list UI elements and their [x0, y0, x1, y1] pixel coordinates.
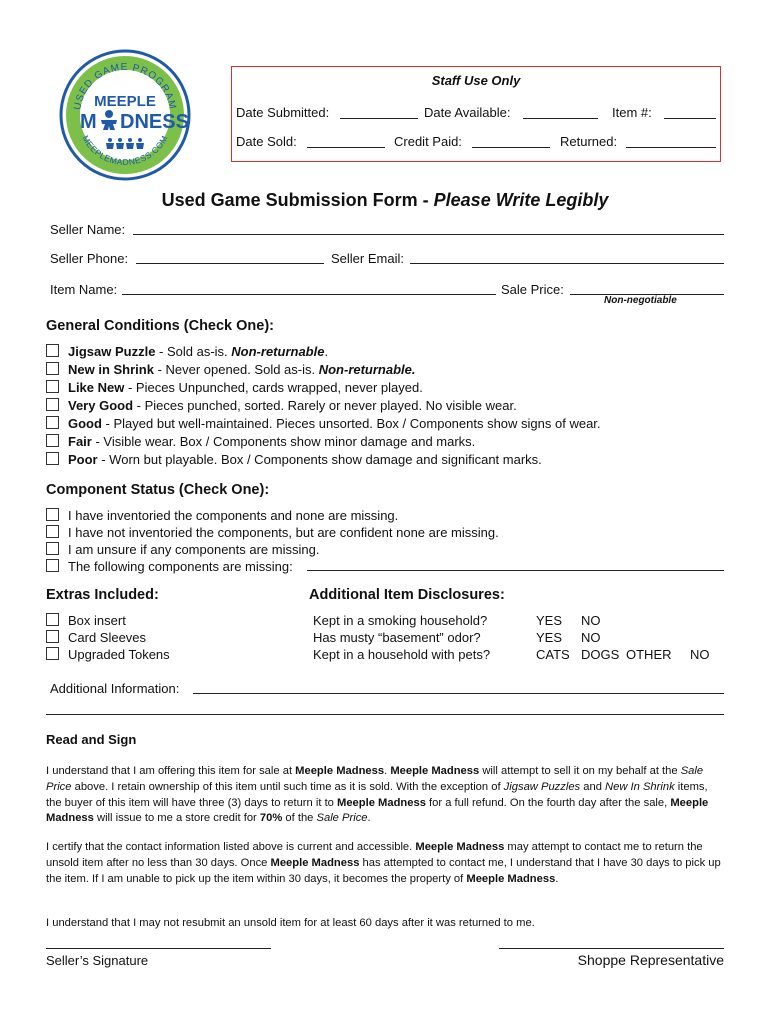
item-number-field[interactable]	[664, 118, 716, 119]
additional-info-label: Additional Information:	[50, 681, 180, 696]
sale-price-label: Sale Price:	[501, 282, 564, 297]
checkbox[interactable]	[46, 559, 59, 572]
seller-signature-label: Seller’s Signature	[46, 953, 149, 968]
date-sold-label: Date Sold:	[236, 134, 297, 149]
seller-name-field[interactable]	[133, 234, 724, 235]
checkbox[interactable]	[46, 613, 59, 626]
additional-info-field[interactable]	[193, 693, 724, 694]
checkbox[interactable]	[46, 508, 59, 521]
checkbox[interactable]	[46, 630, 59, 643]
extra-item: Card Sleeves	[46, 630, 170, 647]
date-available-field[interactable]	[523, 118, 598, 119]
condition-item: New in Shrink - Never opened. Sold as-is. Non-returnable.	[46, 362, 601, 380]
staff-use-box	[231, 66, 721, 162]
component-item: I have not inventoried the components, but are confident none are missing.	[46, 525, 499, 542]
checkbox[interactable]	[46, 344, 59, 357]
terms-paragraph-3: I understand that I may not resubmit an unsold item for at least 60 days after it was returned to me.	[46, 917, 535, 929]
meeple-madness-logo	[58, 48, 192, 182]
item-name-field[interactable]	[122, 294, 496, 295]
date-submitted-label: Date Submitted:	[236, 105, 330, 120]
date-sold-field[interactable]	[307, 147, 385, 148]
disclosure-row: Has musty “basement” odor? YES NO	[313, 630, 601, 645]
component-item: The following components are missing:	[46, 559, 499, 576]
additional-info-field-2[interactable]	[46, 714, 724, 715]
credit-paid-label: Credit Paid:	[394, 134, 462, 149]
terms-paragraph-2: I certify that the contact information listed above is current and accessible. Meeple Madness may attempt to contact me to return the unsold item after no less than 30 days. Once Meeple Madness has attempted to contact me, I understand that I have 30 days to pick up the item. If I am unable to pick up the item within 30 days, it becomes the property of Meeple Madness.	[46, 841, 721, 885]
checkbox[interactable]	[46, 416, 59, 429]
item-name-label: Item Name:	[50, 282, 118, 297]
checkbox[interactable]	[46, 434, 59, 447]
terms-paragraph-1: I understand that I am offering this item for sale at Meeple Madness. Meeple Madness will attempt to sell it on my behalf at the Sale Price above. I retain ownership of this item until such time as it is sold. With the exception of Jigsaw Puzzles and New In Shrink items, the buyer of this item will have three (3) days to return it to Meeple Madness for a full refund. On the fourth day after the sale, Meeple Madness will issue to me a store credit for 70% of the Sale Price.	[46, 765, 709, 825]
missing-components-field[interactable]	[307, 570, 724, 571]
checkbox[interactable]	[46, 525, 59, 538]
non-negotiable-note: Non-negotiable	[604, 295, 677, 306]
seller-name-label: Seller Name:	[50, 222, 126, 237]
component-item: I have inventoried the components and none are missing.	[46, 508, 499, 525]
components-heading: Component Status (Check One):	[46, 482, 270, 498]
logo-word-m: M	[80, 111, 97, 133]
extras-heading: Extras Included:	[46, 587, 159, 603]
logo-bottom-arc: MEEPLEMADNESS.COM	[80, 133, 170, 168]
condition-item: Very Good - Pieces punched, sorted. Rarely or never played. No visible wear.	[46, 398, 601, 416]
checkbox[interactable]	[46, 647, 59, 660]
disclosures-table	[313, 613, 733, 664]
extra-item: Upgraded Tokens	[46, 647, 170, 664]
logo-word-meeple: MEEPLE	[94, 93, 156, 110]
returned-label: Returned:	[560, 134, 618, 149]
condition-item: Poor - Worn but playable. Box / Components show damage and significant marks.	[46, 452, 601, 470]
checkbox[interactable]	[46, 452, 59, 465]
read-sign-heading: Read and Sign	[46, 732, 137, 747]
returned-field[interactable]	[626, 147, 716, 148]
condition-item: Like New - Pieces Unpunched, cards wrapped, never played.	[46, 380, 601, 398]
extras-list	[46, 613, 170, 664]
checkbox[interactable]	[46, 380, 59, 393]
logo-top-arc: USED GAME PROGRAM	[72, 61, 178, 111]
condition-item: Good - Played but well-maintained. Pieces unsorted. Box / Components show signs of wear.	[46, 416, 601, 434]
seller-phone-label: Seller Phone:	[50, 251, 129, 266]
component-item: I am unsure if any components are missing.	[46, 542, 499, 559]
seller-email-field[interactable]	[410, 263, 724, 264]
logo-word-dness: DNESS	[120, 111, 189, 133]
logo	[58, 48, 192, 182]
form-title: Used Game Submission Form - Please Write Legibly	[161, 190, 609, 210]
seller-signature-field[interactable]	[46, 948, 271, 949]
shoppe-rep-signature-field[interactable]	[499, 948, 724, 949]
seller-email-label: Seller Email:	[331, 251, 404, 266]
credit-paid-field[interactable]	[472, 147, 550, 148]
condition-item: Jigsaw Puzzle - Sold as-is. Non-returnable.	[46, 344, 601, 362]
extra-item: Box insert	[46, 613, 170, 630]
conditions-heading: General Conditions (Check One):	[46, 318, 274, 334]
checkbox[interactable]	[46, 542, 59, 555]
disclosure-row: Kept in a household with pets? CATS DOGS OTHER NO	[313, 647, 710, 662]
date-submitted-field[interactable]	[340, 118, 418, 119]
seller-phone-field[interactable]	[136, 263, 324, 264]
disclosures-heading: Additional Item Disclosures:	[309, 587, 505, 603]
conditions-list	[46, 344, 601, 470]
staff-title: Staff Use Only	[431, 73, 521, 88]
date-available-label: Date Available:	[424, 105, 511, 120]
item-number-label: Item #:	[612, 105, 652, 120]
checkbox[interactable]	[46, 398, 59, 411]
condition-item: Fair - Visible wear. Box / Components show minor damage and marks.	[46, 434, 601, 452]
checkbox[interactable]	[46, 362, 59, 375]
components-list	[46, 508, 499, 576]
shoppe-rep-label: Shoppe Representative	[577, 952, 724, 968]
disclosure-row: Kept in a smoking household? YES NO	[313, 613, 601, 628]
